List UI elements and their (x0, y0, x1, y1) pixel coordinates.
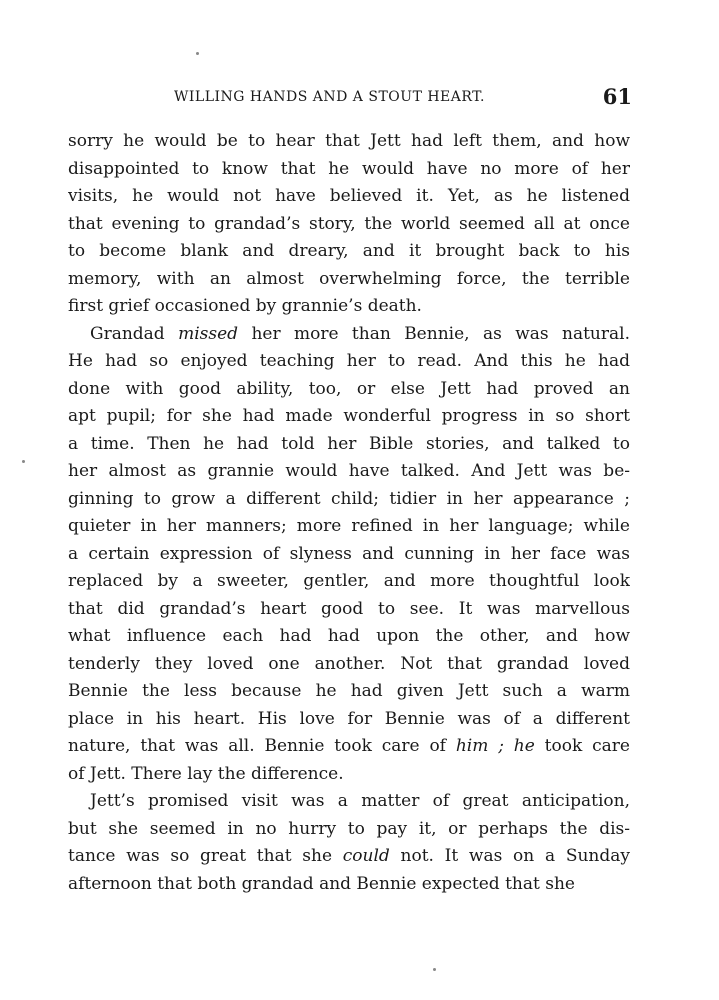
text-run: He had so enjoyed teaching her to read. And this he had (68, 351, 630, 371)
text-run: visits, he would not have believed it. Yet, as he listened (68, 186, 630, 206)
text-run: afternoon that both grandad and Bennie expected that she (68, 873, 575, 894)
running-title: WILLING HANDS AND A STOUT HEART. (174, 89, 485, 105)
speck-mark (433, 968, 436, 971)
text-run: sorry he would be to hear that Jett had left them, and how (68, 131, 630, 151)
text-run: replaced by a sweeter, gentler, and more thoughtful look (68, 571, 630, 591)
text-run: nature, that was all. Bennie took care of (68, 736, 456, 756)
text-line (68, 321, 630, 349)
italic-text-run: missed (178, 323, 239, 344)
text-line (68, 238, 630, 266)
text-line (68, 266, 630, 294)
text-line (68, 761, 630, 789)
text-run: Jett’s promised visit was a matter of great anticipation, (90, 791, 630, 811)
text-line (68, 706, 630, 734)
text-run: apt pupil; for she had made wonderful progress in so short (68, 406, 630, 426)
text-run: tance was so great that she (68, 846, 343, 866)
text-run: her more than Bennie, as was natural. (238, 323, 630, 344)
text-run: of Jett. There lay the difference. (68, 763, 344, 784)
text-run: that evening to grandad’s story, the world seemed all at once (68, 213, 630, 234)
text-line (68, 788, 630, 816)
text-run: quieter in her manners; more refined in her language; while (68, 516, 630, 536)
text-run: Bennie the less because he had given Jett such a warm (68, 681, 630, 701)
text-line (68, 843, 630, 871)
page-header (66, 84, 632, 114)
text-line (68, 376, 630, 404)
text-line (68, 183, 630, 211)
text-line (68, 211, 630, 239)
text-run: a time. Then he had told her Bible stories, and talked to (68, 433, 630, 454)
text-run: disappointed to know that he would have no more of her (68, 158, 630, 179)
text-line (68, 348, 630, 376)
text-line (68, 541, 630, 569)
text-line (68, 458, 630, 486)
text-run: but she seemed in no hurry to pay it, or perhaps the dis- (68, 818, 630, 839)
text-run: tenderly they loved one another. Not that grandad loved (68, 653, 630, 674)
speck-mark (196, 52, 199, 55)
text-run: ginning to grow a different child; tidier in her appearance ; (68, 488, 630, 509)
text-run: that did grandad’s heart good to see. It was marvellous (68, 598, 630, 619)
text-run: took care (534, 736, 630, 756)
italic-text-run: could (342, 846, 390, 866)
text-line (68, 486, 630, 514)
text-run: not. It was on a Sunday (389, 846, 630, 866)
page-number: 61 (602, 84, 632, 109)
text-line (68, 568, 630, 596)
italic-text-run: him ; he (455, 736, 535, 756)
text-run: what influence each had had upon the other, and how (68, 626, 630, 646)
text-line (68, 678, 630, 706)
speck-mark (22, 460, 25, 463)
text-run: her almost as grannie would have talked. And Jett was be- (68, 461, 630, 481)
text-run: to become blank and dreary, and it brought back to his (68, 241, 630, 261)
text-line (68, 596, 630, 624)
text-line (68, 733, 630, 761)
text-run: done with good ability, too, or else Jett had proved an (68, 378, 630, 399)
text-run: place in his heart. His love for Bennie was of a different (68, 708, 630, 729)
text-line (68, 403, 630, 431)
text-run: memory, with an almost overwhelming force, the terrible (68, 268, 630, 289)
text-line (68, 156, 630, 184)
text-line (68, 128, 630, 156)
text-line (68, 871, 630, 899)
text-line (68, 816, 630, 844)
text-line (68, 513, 630, 541)
text-run: a certain expression of slyness and cunning in her face was (68, 543, 630, 564)
text-line (68, 623, 630, 651)
text-line (68, 293, 630, 321)
text-line (68, 651, 630, 679)
text-run: Grandad (90, 323, 179, 344)
text-run: first grief occasioned by grannie’s death. (68, 296, 422, 316)
body-text (68, 128, 630, 898)
text-line (68, 431, 630, 459)
